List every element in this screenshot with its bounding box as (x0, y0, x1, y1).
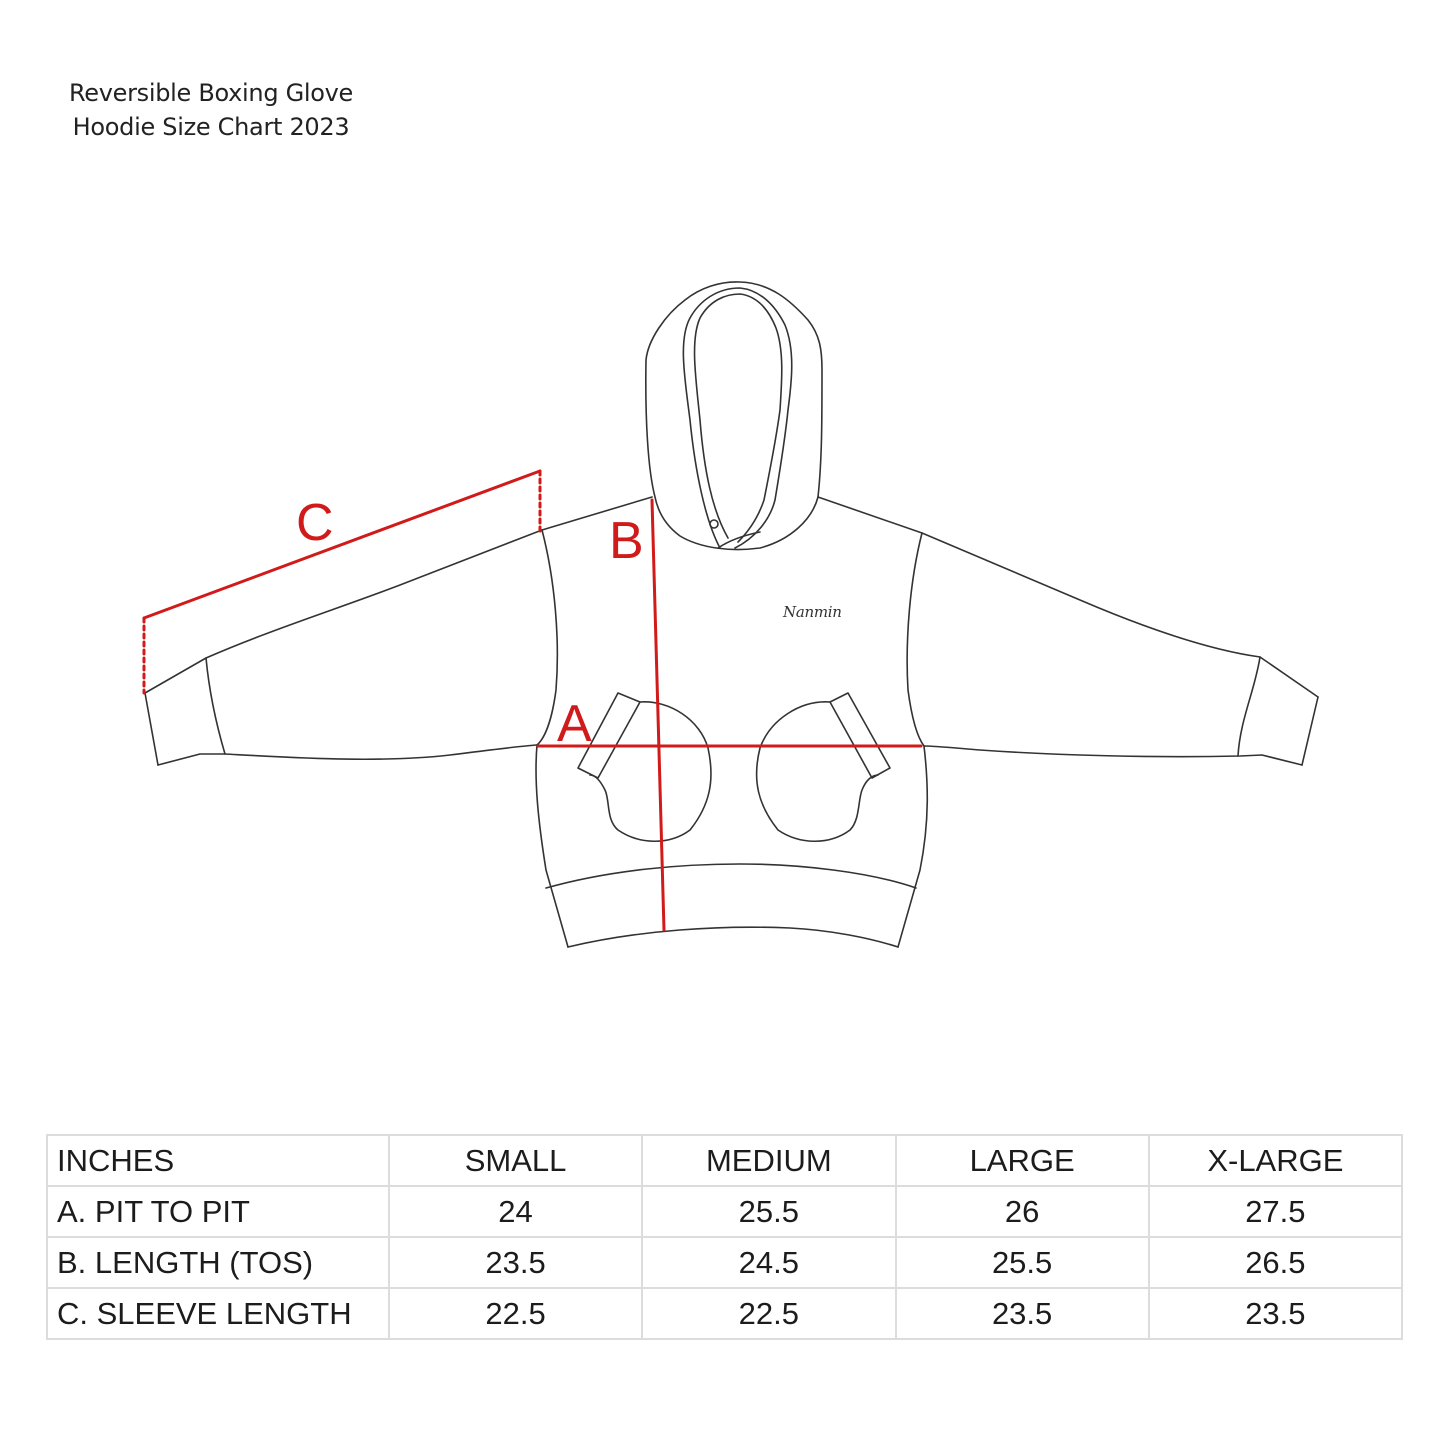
size-table (46, 1134, 1403, 1340)
hood-outline (646, 282, 822, 550)
brand-logo-text: Nanmin (783, 603, 842, 621)
table-row (47, 1186, 1402, 1237)
col-header-medium: MEDIUM (642, 1135, 895, 1186)
measure-c-line (144, 471, 540, 618)
cell-value: 24.5 (642, 1237, 895, 1288)
table-header-row (47, 1135, 1402, 1186)
cell-value: 27.5 (1149, 1186, 1402, 1237)
unit-header: INCHES (47, 1135, 389, 1186)
row-label: A. PIT TO PIT (47, 1186, 389, 1237)
cell-value: 23.5 (389, 1237, 642, 1288)
table-row (47, 1288, 1402, 1339)
right-pocket (757, 693, 890, 841)
measurement-lines (144, 471, 921, 930)
cell-value: 22.5 (642, 1288, 895, 1339)
measure-b-line (652, 500, 664, 930)
cell-value: 23.5 (1149, 1288, 1402, 1339)
cell-value: 22.5 (389, 1288, 642, 1339)
measure-label-c: C (296, 494, 334, 552)
title-line-1: Reversible Boxing Glove (68, 79, 354, 107)
title-line-2: Hoodie Size Chart 2023 (72, 113, 350, 141)
cell-value: 25.5 (896, 1237, 1149, 1288)
table-row (47, 1237, 1402, 1288)
row-label: C. SLEEVE LENGTH (47, 1288, 389, 1339)
row-label: B. LENGTH (TOS) (47, 1237, 389, 1288)
col-header-xlarge: X-LARGE (1149, 1135, 1402, 1186)
left-pocket (578, 693, 711, 841)
measure-label-a: A (557, 695, 592, 753)
col-header-large: LARGE (896, 1135, 1149, 1186)
hoodie-body (536, 745, 927, 947)
cell-value: 25.5 (642, 1186, 895, 1237)
cell-value: 24 (389, 1186, 642, 1237)
col-header-small: SMALL (389, 1135, 642, 1186)
cell-value: 23.5 (896, 1288, 1149, 1339)
cell-value: 26.5 (1149, 1237, 1402, 1288)
measure-label-b: B (609, 512, 644, 570)
right-sleeve (818, 497, 1318, 765)
cell-value: 26 (896, 1186, 1149, 1237)
